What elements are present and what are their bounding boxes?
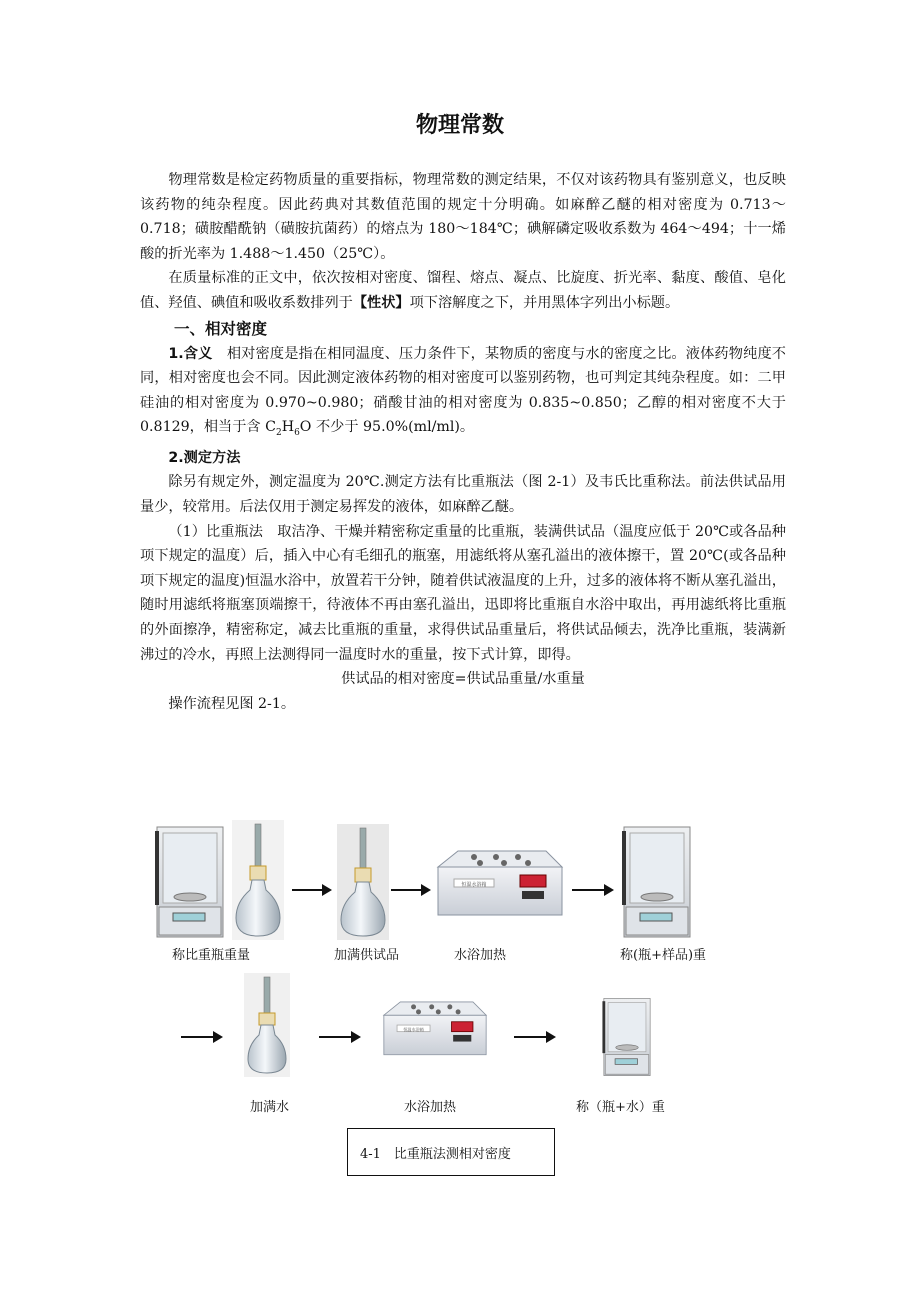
caption-fill-water: 加满水	[250, 1100, 290, 1115]
figure-caption-box	[347, 1128, 555, 1176]
figure-caption: 4-1 比重瓶法测相对密度	[360, 1146, 511, 1162]
paragraph-order: 在质量标准的正文中，依次按相对密度、馏程、熔点、凝点、比旋度、折光率、黏度、酸值、皂化值、羟值、碘值和吸收系数排列于【性状】项下溶解度之下，并用黑体字列出小标题。	[140, 270, 786, 311]
caption-weigh-water: 称（瓶+水）重	[576, 1100, 665, 1115]
flow-arrow	[391, 889, 429, 891]
caption-water-bath: 水浴加热	[454, 948, 507, 963]
svg-text:恒温水浴箱: 恒温水浴箱	[461, 882, 487, 888]
caption-weigh-bottle: 称比重瓶重量	[172, 948, 251, 963]
analytical-balance-icon	[600, 997, 654, 1077]
flow-arrow	[514, 1036, 554, 1038]
formula: 供试品的相对密度=供试品重量/水重量	[341, 671, 585, 688]
svg-text:恒温水浴箱: 恒温水浴箱	[403, 1026, 424, 1032]
caption-fill-sample: 加满供试品	[334, 948, 400, 963]
caption-water-bath-2: 水浴加热	[404, 1100, 457, 1115]
water-bath-icon	[434, 845, 566, 925]
intro-section	[140, 168, 786, 716]
pycnometer-filled-icon	[337, 824, 389, 940]
flow-arrow	[292, 889, 330, 891]
caption-weigh-sample: 称(瓶+样品)重	[620, 948, 707, 963]
paragraph-intro: 物理常数是检定药物质量的重要指标，物理常数的测定结果，不仅对该药物具有鉴别意义，也反映该药物的纯杂程度。因此药典对其数值范围的规定十分明确。如麻醉乙醚的相对密度为 0.713～0.718；磺胺醋酰钠（磺胺抗菌药）的熔点为 180～184℃；碘解磷定吸收系数为 464～494；十一烯酸的折光率为 1.488～1.450（25℃）。	[140, 172, 786, 262]
pycnometer-water-icon	[244, 973, 290, 1077]
paragraph-definition: 1.含义 相对密度是指在相同温度、压力条件下，某物质的密度与水的密度之比。液体药物纯度不同，相对密度也会不同。因此测定液体药物的相对密度可以鉴别药物，也可判定其纯杂程度。如：二甲硅油的相对密度为 0.970~0.980；硝酸甘油的相对密度为 0.835~0.850；乙醇的相对密度不大于 0.8129，相当于含 $C_2H_6O$ 不少于 95.0%(ml/ml)。	[140, 345, 786, 439]
flow-arrow	[319, 1036, 359, 1038]
subheading-method: 2.测定方法	[168, 449, 241, 466]
paragraph-method: 除另有规定外，测定温度为 20℃.测定方法有比重瓶法（图 2-1）及韦氏比重称法。前法供试品用量少，较常用。后法仅用于测定易挥发的液体，如麻醉乙醚。	[140, 474, 786, 515]
analytical-balance-icon	[155, 825, 225, 939]
paragraph-flow: 操作流程见图 2-1。	[168, 695, 296, 712]
paragraph-pycnometer: （1）比重瓶法 取洁净、干燥并精密称定重量的比重瓶，装满供试品（温度应低于 20℃或各品种项下规定的温度）后，插入中心有毛细孔的瓶塞，用滤纸将从塞孔溢出的液体擦干，置 20℃(或各品种项下规定的温度)恒温水浴中，放置若干分钟，随着供试液温度的上升，过多的液体将不断从塞孔溢出，随时用滤纸将瓶塞顶端擦干，待液体不再由塞孔溢出，迅即将比重瓶自水浴中取出，再用滤纸将比重瓶的外面擦净，精密称定，减去比重瓶的重量，求得供试品重量后，将供试品倾去，洗净比重瓶，装满新沸过的冷水，再照上法测得同一温度时水的重量，按下式计算，即得。	[140, 523, 786, 663]
water-bath-icon	[378, 997, 492, 1063]
flow-arrow	[572, 889, 612, 891]
section-heading-relative-density: 一、相对密度	[174, 319, 268, 338]
flow-arrow	[181, 1036, 221, 1038]
pycnometer-flask-icon	[232, 820, 284, 940]
analytical-balance-icon	[622, 825, 692, 939]
page-title: 物理常数	[415, 113, 504, 138]
